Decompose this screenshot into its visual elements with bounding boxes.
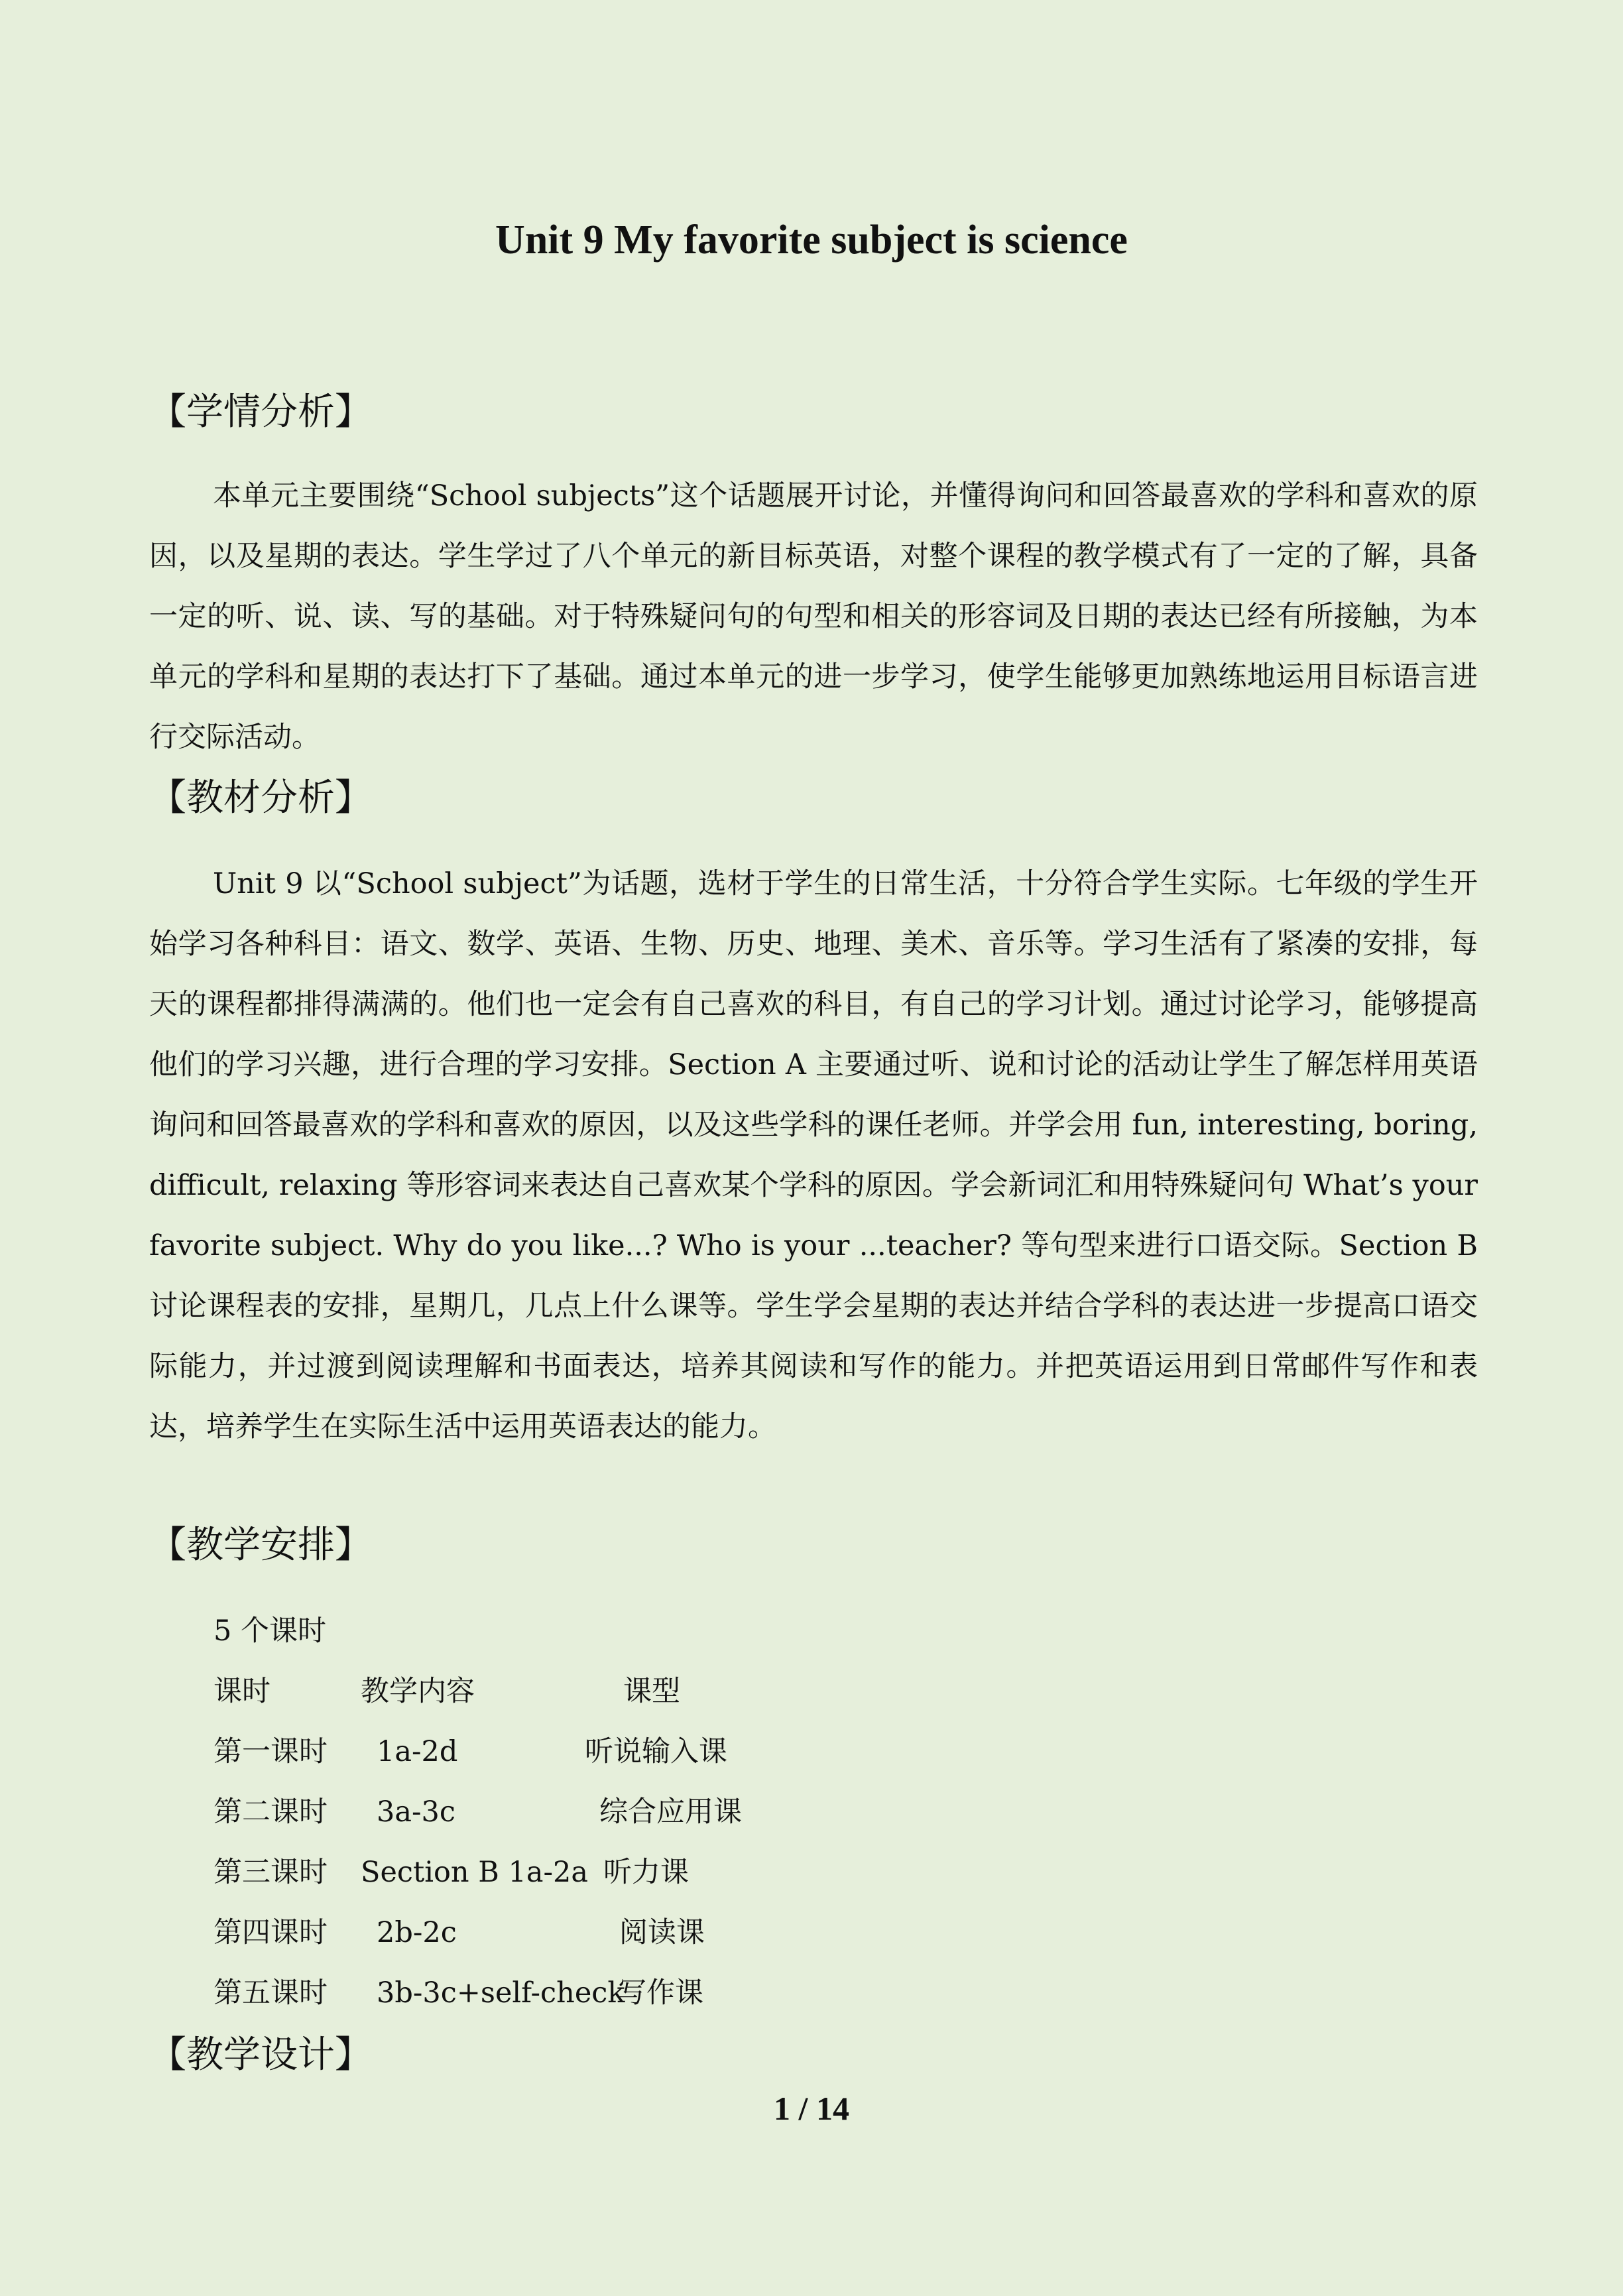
plan-period: 第二课时 bbox=[213, 1795, 328, 1829]
plan-type: 综合应用课 bbox=[599, 1795, 742, 1829]
plan-header-content: 教学内容 bbox=[361, 1675, 475, 1708]
plan-type: 写作课 bbox=[618, 1976, 703, 2010]
page-title: Unit 9 My favorite subject is science bbox=[495, 217, 1128, 263]
plan-type: 阅读课 bbox=[619, 1916, 705, 1949]
plan-header-period: 课时 bbox=[213, 1675, 270, 1708]
heading-material-analysis: 【教材分析】 bbox=[149, 776, 372, 819]
paragraph-material-analysis: Unit 9 以“School subject”为话题，选材于学生的日常生活，十分符合学生实际。七年级的学生开始学习各种科目：语文、数学、英语、生物、历史、地理、美术、音乐等。学习生活有了紧凑的安排，每天的课程都排得满满的。他们也一定会有自己喜欢的科目，有自己的学习计划。通过讨论学习，能够提高他们的学习兴趣，进行合理的学习安排。Section A 主要通过听、说和讨论的活动让学生了解怎样用英语询问和回答最喜欢的学科和喜欢的原因，以及这些学科的课任老师。并学会用 fun, interesting, boring, difficult, relaxing 等形容词来表达自己喜欢某个学科的原因。学会新词汇和用特殊疑问句 What’s your favorite subject. Why do you like...? Who is your ...teacher? 等句型来进行口语交际。Section B 讨论课程表的安排，星期几，几点上什么课等。学生学会星期的表达并结合学科的表达进一步提高口语交际能力，并过渡到阅读理解和书面表达，培养其阅读和写作的能力。并把英语运用到日常邮件写作和表达，培养学生在实际生活中运用英语表达的能力。 bbox=[149, 867, 1478, 1443]
heading-teaching-plan: 【教学安排】 bbox=[149, 1524, 372, 1567]
plan-period: 第三课时 bbox=[213, 1856, 328, 1889]
page-number: 1 / 14 bbox=[774, 2090, 849, 2127]
plan-period: 第四课时 bbox=[213, 1916, 328, 1949]
plan-period: 第五课时 bbox=[213, 1976, 328, 2010]
plan-content: 3a-3c bbox=[377, 1795, 455, 1829]
plan-period: 第一课时 bbox=[213, 1735, 328, 1768]
plan-content: Section B 1a-2a bbox=[361, 1856, 589, 1889]
plan-type: 听力课 bbox=[603, 1856, 689, 1889]
heading-teaching-design: 【教学设计】 bbox=[149, 2033, 372, 2077]
plan-total-text: 5 个课时 bbox=[213, 1614, 327, 1648]
plan-content: 2b-2c bbox=[377, 1916, 457, 1949]
plan-type: 听说输入课 bbox=[585, 1735, 727, 1768]
plan-header-type: 课型 bbox=[623, 1675, 680, 1708]
paragraph-learner-analysis: 本单元主要围绕“School subjects”这个话题展开讨论，并懂得询问和回答最喜欢的学科和喜欢的原因，以及星期的表达。学生学过了八个单元的新目标英语，对整个课程的教学模式有了一定的了解，具备一定的听、说、读、写的基础。对于特殊疑问句的句型和相关的形容词及日期的表达已经有所接触，为本单元的学科和星期的表达打下了基础。通过本单元的进一步学习，使学生能够更加熟练地运用目标语言进行交际活动。 bbox=[149, 479, 1478, 754]
plan-content: 1a-2d bbox=[377, 1735, 458, 1768]
heading-learner-analysis: 【学情分析】 bbox=[149, 391, 372, 434]
plan-content: 3b-3c+self-check bbox=[377, 1976, 625, 2010]
